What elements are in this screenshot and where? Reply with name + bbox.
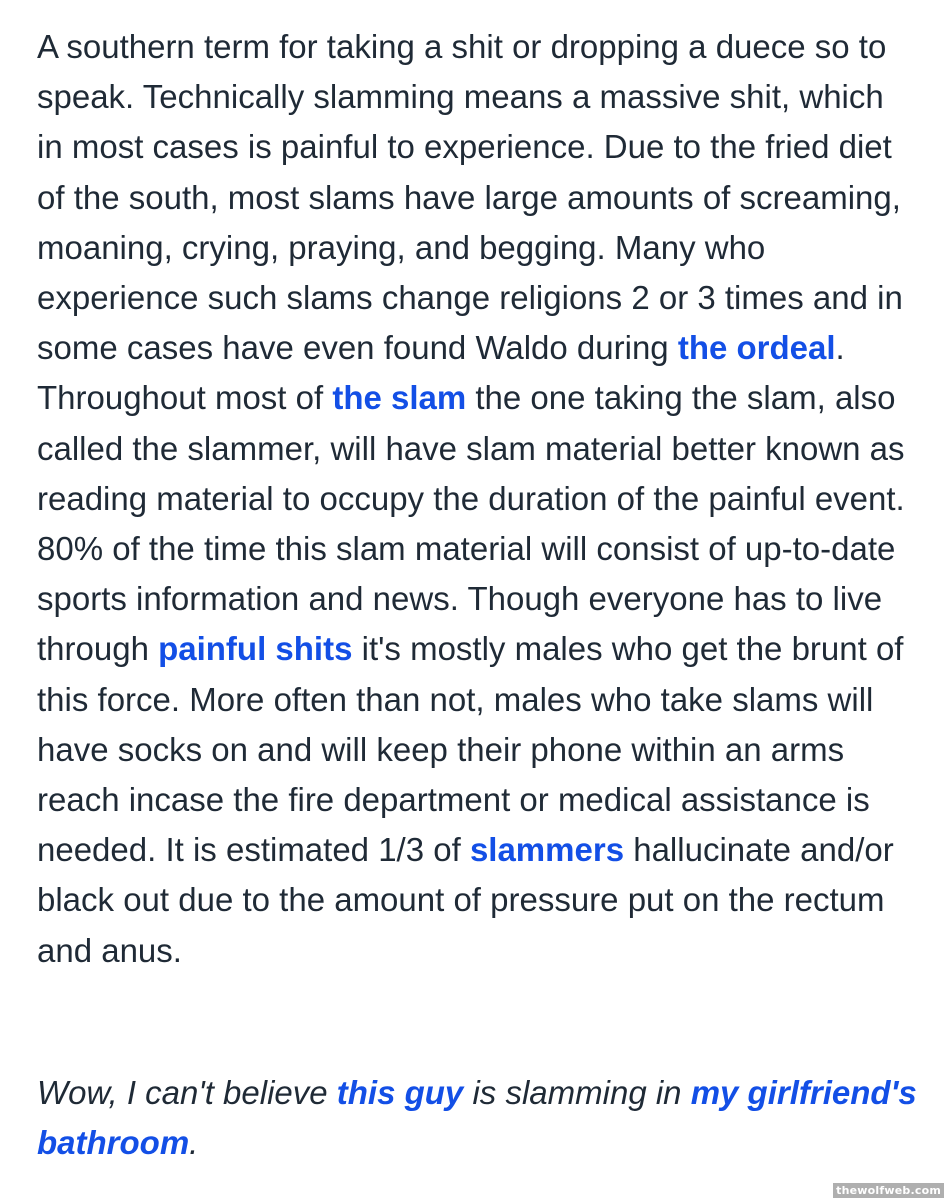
link-slammers[interactable]: slammers — [469, 831, 625, 869]
definition-segment: . Throughout most of — [37, 329, 845, 417]
definition-segment: it's mostly males who get the brunt of this force. More often than not, males who take slams will have socks on and will keep their phone within an arms reach incase the fire department or medical assistance is needed. It is estimated 1/3 of — [37, 630, 904, 869]
definition-text — [37, 22, 917, 976]
link-my-girlfriends-bathroom[interactable]: my girlfriend's bathroom — [37, 1074, 917, 1162]
link-the-ordeal[interactable]: the ordeal — [677, 329, 836, 367]
definition-segment: A southern term for taking a shit or dropping a duece so to speak. Technically slamming means a massive shit, which in most cases is painful to experience. Due to the fried diet of the south, most slams have large amounts of screaming, moaning, crying, praying, and begging. Many who experience such slams change religions 2 or 3 times and in some cases have even found Waldo during — [37, 28, 903, 367]
definition-segment: the one taking the slam, also called the slammer, will have slam material better known as reading material to occupy the duration of the painful event. 80% of the time this slam material will consist of up-to-date sports information and news. Though everyone has to live through — [37, 379, 905, 668]
example-segment: Wow, I can't believe — [37, 1074, 337, 1111]
link-the-slam[interactable]: the slam — [332, 379, 467, 417]
link-this-guy[interactable]: this guy — [336, 1074, 464, 1111]
example-text — [37, 1068, 917, 1168]
example-segment: . — [189, 1124, 199, 1162]
definition-segment: hallucinate and/or black out due to the amount of pressure put on the rectum and anus. — [37, 831, 894, 969]
example-segment: is slamming in — [463, 1074, 691, 1111]
link-painful-shits[interactable]: painful shits — [158, 630, 353, 668]
watermark: thewolfweb.com — [833, 1183, 944, 1198]
